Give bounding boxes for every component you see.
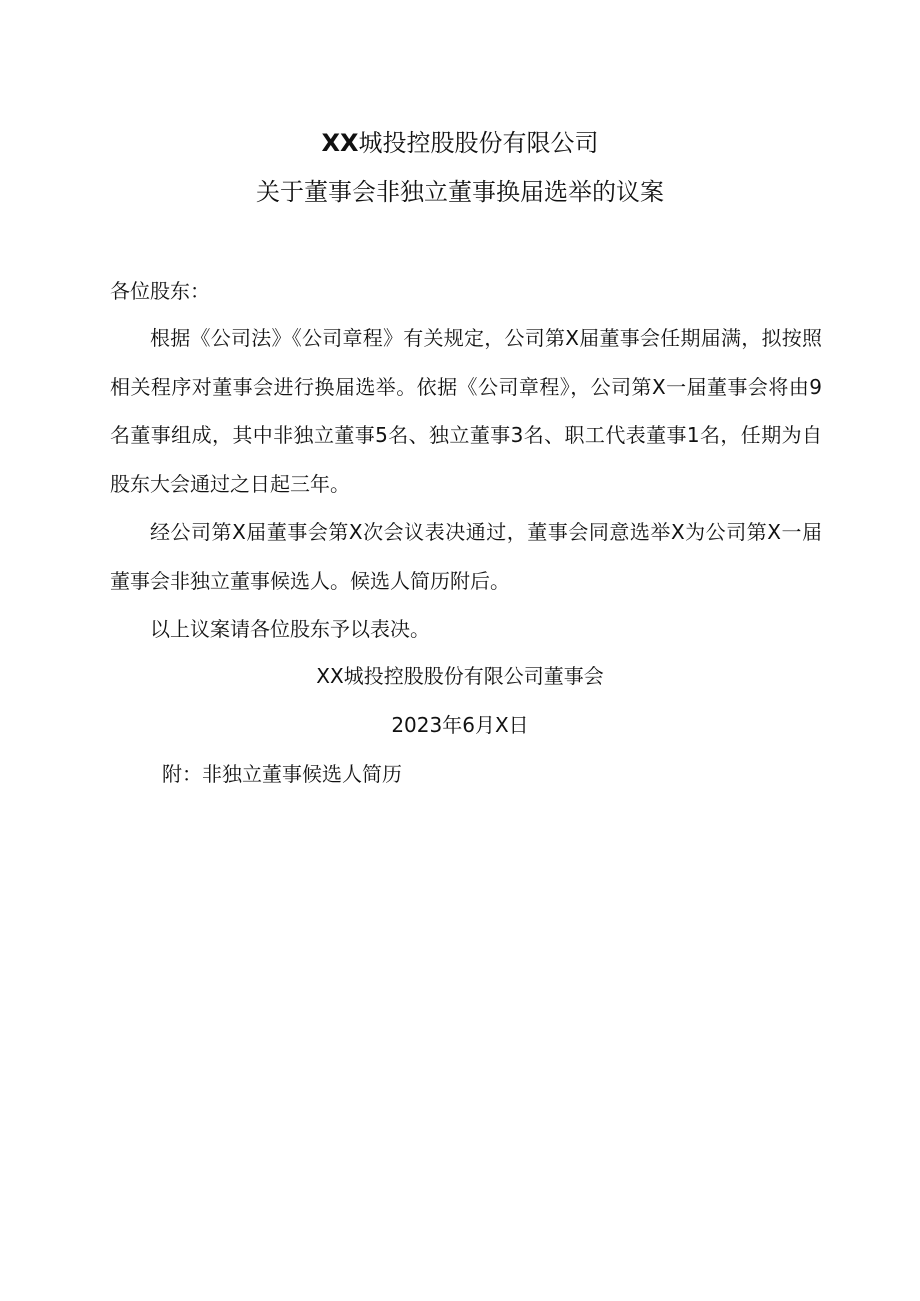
signature-organization: XX城投控股股份有限公司董事会 [316,664,604,688]
signature-date: 2023年6月X日 [391,713,529,737]
document-title-company [0,127,920,159]
salutation: 各位股东： [110,279,210,303]
paragraph-request-vote: 以上议案请各位股东予以表决。 [150,617,430,641]
company-name: 城投控股股份有限公司 [358,129,599,157]
paragraph-board-composition: 根据《公司法》《公司章程》有关规定，公司第X届董事会任期届满，拟按照相关程序对董事会进行换届选举。依据《公司章程》，公司第X一届董事会将由9名董事组成，其中非独立董事5名、独立董事3名、职工代表董事1名，任期为自股东大会通过之日起三年。 [110,326,822,496]
paragraph-candidate-nomination: 经公司第X届董事会第X次会议表决通过，董事会同意选举X为公司第X一届董事会非独立董事候选人。候选人简历附后。 [110,520,822,593]
company-prefix: XX [321,129,359,157]
document-title-subject: 关于董事会非独立董事换届选举的议案 [256,178,664,206]
attachment-note: 附：非独立董事候选人简历 [162,762,402,786]
